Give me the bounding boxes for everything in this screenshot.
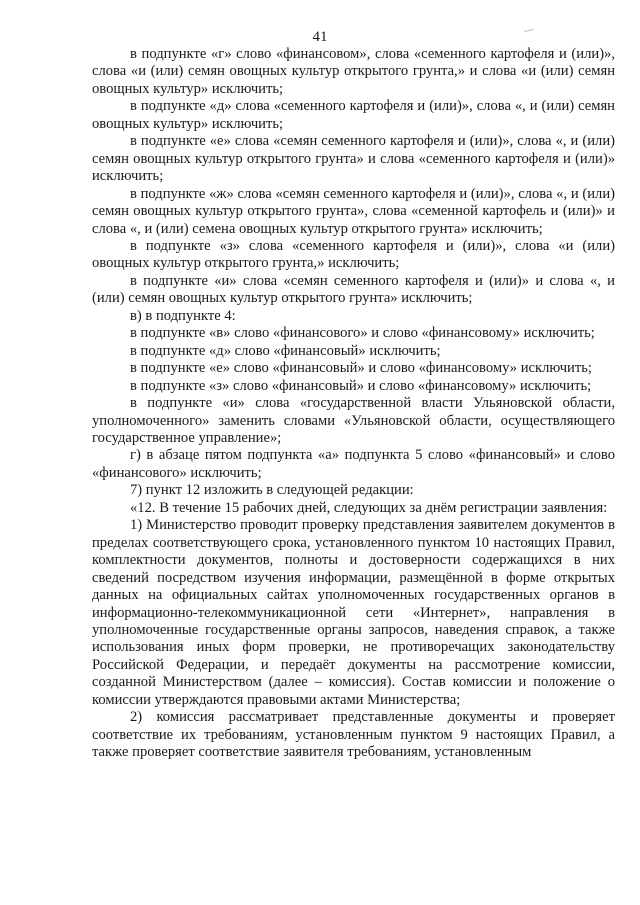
paragraph-item-v-sub-v: в подпункте «в» слово «финансового» и слово «финансовому» исключить; xyxy=(130,325,595,342)
paragraph-point-12-sub-1: 1) Министерство проводит проверку представления заявителем документов в пределах соответствующего срока, установленного пунктом 10 настоящих Правил, комплектности документов, полноты и достоверности содержащихся в них сведений посредством изучения информации, размещённой в форме открытых данных на официальных сайтах уполномоченных государственных органов в информационно-телекоммуникационной сети «Интернет», направления в уполномоченные государственные органы запросов, наведения справок, а также использования иных форм проверки, не противоречащих законодательству Российской Федерации, и передаёт документы на рассмотрение комиссии, созданной Министерством (далее – комиссия). Состав комиссии и положение о комиссии утверждаются правовыми актами Министерства; xyxy=(92,517,615,708)
paragraph-item-v-sub-e: в подпункте «е» слово «финансовый» и слово «финансовому» исключить; xyxy=(130,360,592,377)
paragraph-item-v-sub-d: в подпункте «д» слово «финансовый» исключить; xyxy=(130,342,441,359)
paragraph-item-v: в) в подпункте 4: xyxy=(130,307,236,324)
paragraph-item-v-sub-z: в подпункте «з» слово «финансовый» и слово «финансовому» исключить; xyxy=(130,377,592,394)
paragraph-sub-g: в подпункте «г» слово «финансовом», слова «семенного картофеля и (или)», слова «и (или) семян овощных культур открытого грунта,» и слова «и (или) семян овощных культур» исключить; xyxy=(92,46,615,97)
paragraph-sub-z: в подпункте «з» слова «семенного картофеля и (или)», слова «и (или) овощных культур открытого грунта,» исключить; xyxy=(92,237,615,272)
paragraph-sub-d: в подпункте «д» слова «семенного картофеля и (или)», слова «, и (или) семян овощных культур» исключить; xyxy=(92,98,615,132)
page-number: 41 xyxy=(312,29,328,45)
paragraph-point-12-sub-2: 2) комиссия рассматривает представленные документы и проверяет соответствие их требованиям, установленным пунктом 9 настоящих Правил, а также проверяет соответствие заявителя требованиям, установленным xyxy=(92,709,615,761)
paragraph-point-12: «12. В течение 15 рабочих дней, следующих за днём регистрации заявления: xyxy=(130,499,608,516)
paragraph-item-v-sub-i: в подпункте «и» слова «государственной власти Ульяновской области, уполномоченного» заменить словами «Ульяновской области, осуществляющего государственное управление»; xyxy=(92,395,615,446)
paragraph-item-7: 7) пункт 12 изложить в следующей редакции: xyxy=(130,482,414,499)
paragraph-sub-i: в подпункте «и» слова «семян семенного картофеля и (или)» и слова «, и (или) семян овощных культур открытого грунта» исключить; xyxy=(92,272,615,307)
document-body xyxy=(92,46,615,762)
paragraph-sub-e: в подпункте «е» слова «семян семенного картофеля и (или)», слова «, и (или) семян овощных культур открытого грунта» и слова «семенного картофеля и (или)» исключить; xyxy=(92,133,615,185)
paragraph-sub-zh: в подпункте «ж» слова «семян семенного картофеля и (или)», слова «, и (или) семян овощных культур открытого грунта», слова «семенной картофель и (или)» и слова «, и (или) семена овощных культур открытого грунта» исключить; xyxy=(92,185,615,237)
paragraph-item-g: г) в абзаце пятом подпункта «а» подпункта 5 слово «финансовый» и слово «финансового» исключить; xyxy=(92,447,615,481)
